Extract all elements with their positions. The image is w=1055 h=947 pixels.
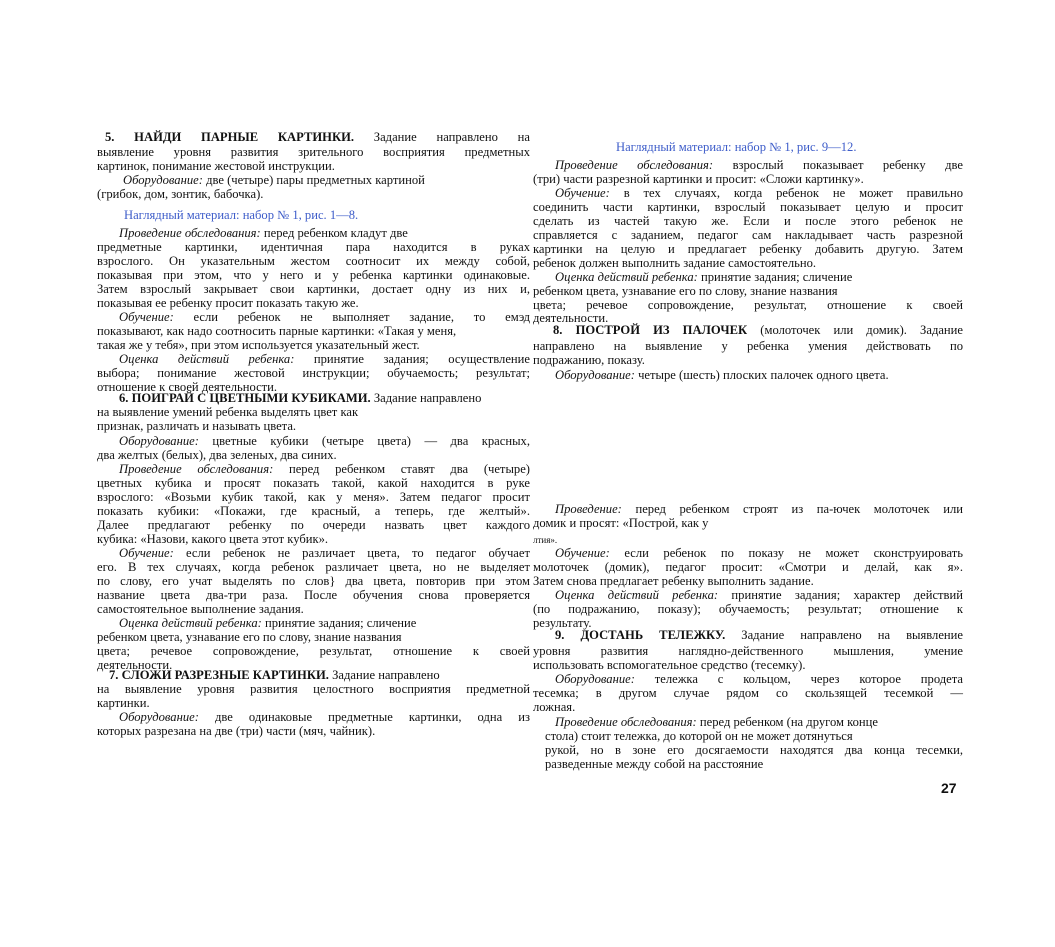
text-line: признак, различать и называть цвета. [97,419,297,433]
text-line: справляется с заданием, педагог сам накладывает часть разрезной [533,228,963,242]
text-line: Обучение: если ребенок не выполняет задание, то емэд [119,310,530,324]
text-line: Проведение обследования: перед ребенком ставят два (четыре) [119,462,530,476]
section-5-heading: 5. НАЙДИ ПАРНЫЕ КАРТИНКИ. Задание направлено на [105,130,530,144]
section-6-title: ПОИГРАЙ С ЦВЕТНЫМИ КУБИКАМИ. [131,391,371,405]
text-line: которых разрезана на две (три) части (мяч, чайник). [97,724,376,738]
text-line: самостоятельное выполнение задания. [97,602,304,616]
text-line: молоточек (домик), педагог просит: «Смотри и делай, как я». [533,560,963,574]
text-line: лтия». [533,535,558,545]
text-line: Обучение: в тех случаях, когда ребенок не может правильно [555,186,963,200]
text-line: Оценка действий ребенка: принятие задания; сличение [119,616,417,630]
text-line: результату. [533,616,592,630]
text-line: Затем снова предлагает ребенку выполнить задание. [533,574,814,588]
text-line: Оборудование: цветные кубики (четыре цвета) — два красных, [119,434,530,448]
text-line: цветных кубика и просят показать такой, какой находится в руке [97,476,530,490]
text-line: отношение к своей деятельности. [97,380,278,394]
section-8-heading: 8. ПОСТРОЙ ИЗ ПАЛОЧЕК (молоточек или домик). Задание [553,323,964,337]
text-line: картинки на целую и предлагает ребенку добавить другую. Затем [533,242,963,256]
text-line: ребенком цвета, узнавание его по слову, знание названия [533,284,838,298]
text-line: такая же у тебя», при этом используется указательный жест. [97,338,420,352]
text-line: сделать из частей такую же. Если и после этого ребенок не [533,214,963,228]
text-line: на выявление умений ребенка выделять цвет как [97,405,359,419]
text-line: Проведение обследования: перед ребенком кладут две [119,226,408,240]
text-line: соединить части картинки, взрослый показывает целую и просит [533,200,963,214]
text-line: ребенком цвета, узнавание его по слову, знание названия [97,630,402,644]
text-line: взрослого: «Возьми кубик такой, как у меня». Затем педагог просит [97,490,530,504]
text-line: показывая ее ребенку просит показать такую же. [97,296,359,310]
text-line: два желтых (белых), два зеленых, два синих. [97,448,337,462]
text-line: домик и просят: «Построй, как у [533,516,709,530]
text-line: цвета; речевое сопровождение, результат, отношение к своей [533,298,963,312]
section-6-heading: 6. ПОИГРАЙ С ЦВЕТНЫМИ КУБИКАМИ. Задание направлено [119,391,482,405]
text-line: Оборудование: тележка с кольцом, через которое продета [555,672,963,686]
text-line: Проведение обследования: взрослый показывает ребенку две [555,158,963,172]
section-9-heading: 9. ДОСТАНЬ ТЕЛЕЖКУ. Задание направлено на выявление [555,628,963,642]
text-line: выявление уровня развития зрительного восприятия предметных [97,145,530,159]
text-line: по слову, его учат выделять по слов} два цвета, повторив при этом [97,574,530,588]
text-line: его. В тех случаях, когда ребенок различает цвета, но не выделяет [97,560,530,574]
section-8-title: ПОСТРОЙ ИЗ ПАЛОЧЕК [575,323,748,337]
text-line: показывая при этом, что у него и у ребенка картинки одинаковые. [97,268,530,282]
text-line: Затем взрослый закрывает свои картинки, достает одну из них и, [97,282,530,296]
text-line: уровня развития наглядно-действенного мышления, умение [533,644,963,658]
text-line: Проведение обследования: перед ребенком (на другом конце [555,715,879,729]
text-line: предметные картинки, идентичная пара находится в руках [97,240,530,254]
text-line: стола) стоит тележка, до которой он не может дотянуться [545,729,853,743]
section-5-title: НАЙДИ ПАРНЫЕ КАРТИНКИ. [134,130,355,144]
text-line: (три) части разрезной картинки и просит: «Сложи картинку». [533,172,864,186]
text-line: направлено на выявление у ребенка умения действовать по [533,339,963,353]
section-9-title: ДОСТАНЬ ТЕЛЕЖКУ. [580,628,726,642]
text-line: Оценка действий ребенка: принятие задания; осуществление [119,352,530,366]
text-line: подражанию, показу. [533,353,645,367]
text-line: название цвета два-три раза. После обучения снова проверяется [97,588,530,602]
text-line: деятельности. [97,658,173,672]
text-line: ребенок должен выполнить задание самостоятельно. [533,256,817,270]
text-line: показать кубики: «Покажи, где красный, а теперь, где желтый». [97,504,530,518]
text-line: взрослого. Он указательным жестом соотносит их между собой, [97,254,530,268]
text-line: выбора; понимание жестовой инструкции; обучаемость; результат; [97,366,530,380]
section-7-heading: 7. СЛОЖИ РАЗРЕЗНЫЕ КАРТИНКИ. Задание направлено [109,668,440,682]
text-line: на выявление уровня развития целостного восприятия предметной [97,682,530,696]
text-line: Обучение: если ребенок по показу не может сконструировать [555,546,963,560]
visual-material-note: Наглядный материал: набор № 1, рис. 1—8. [124,208,359,222]
text-line: (по подражанию, показу); обучаемость; результат; отношение к [533,602,963,616]
text-line: Обучение: если ребенок не различает цвета, то педагог обучает [119,546,530,560]
text-line: ложная. [533,700,576,714]
text-line: Оценка действий ребенка: принятие задания; сличение [555,270,853,284]
text-line: картинок, понимание жестовой инструкции. [97,159,335,173]
text-line: картинки. [97,696,150,710]
text-line: Оборудование: четыре (шесть) плоских палочек одного цвета. [555,368,889,382]
text-line: показывают, как надо соотносить парные картинки: «Такая у меня, [97,324,457,338]
text-line: Оборудование: две одинаковые предметные картинки, одна из [119,710,530,724]
text-line: Далее предлагают ребенку по очереди назвать цвет каждого [97,518,530,532]
text-line: разведенные между собой на расстояние [545,757,764,771]
text-line: Оборудование: две (четыре) пары предметных картиной [123,173,425,187]
visual-material-note: Наглядный материал: набор № 1, рис. 9—12. [616,140,857,154]
text-line: Проведение: перед ребенком строят из па-ючек молоточек или [555,502,964,516]
page-number: 27 [941,780,957,796]
text-line: деятельности. [533,311,609,325]
text-line: использовать вспомогательное средство (тесемку). [533,658,806,672]
text-line: тесемка; в другом случае рядом со скользящей тесемкой — [533,686,963,700]
section-7-title: СЛОЖИ РАЗРЕЗНЫЕ КАРТИНКИ. [121,668,329,682]
text-line: рукой, но в зоне его досягаемости находятся два конца тесемки, [545,743,963,757]
text-line: (грибок, дом, зонтик, бабочка). [97,187,264,201]
text-line: кубика: «Назови, какого цвета этот кубик». [97,532,329,546]
text-line: Оценка действий ребенка: принятие задания; характер действий [555,588,963,602]
text-line: цвета; речевое сопровождение, результат, отношение к своей [97,644,530,658]
